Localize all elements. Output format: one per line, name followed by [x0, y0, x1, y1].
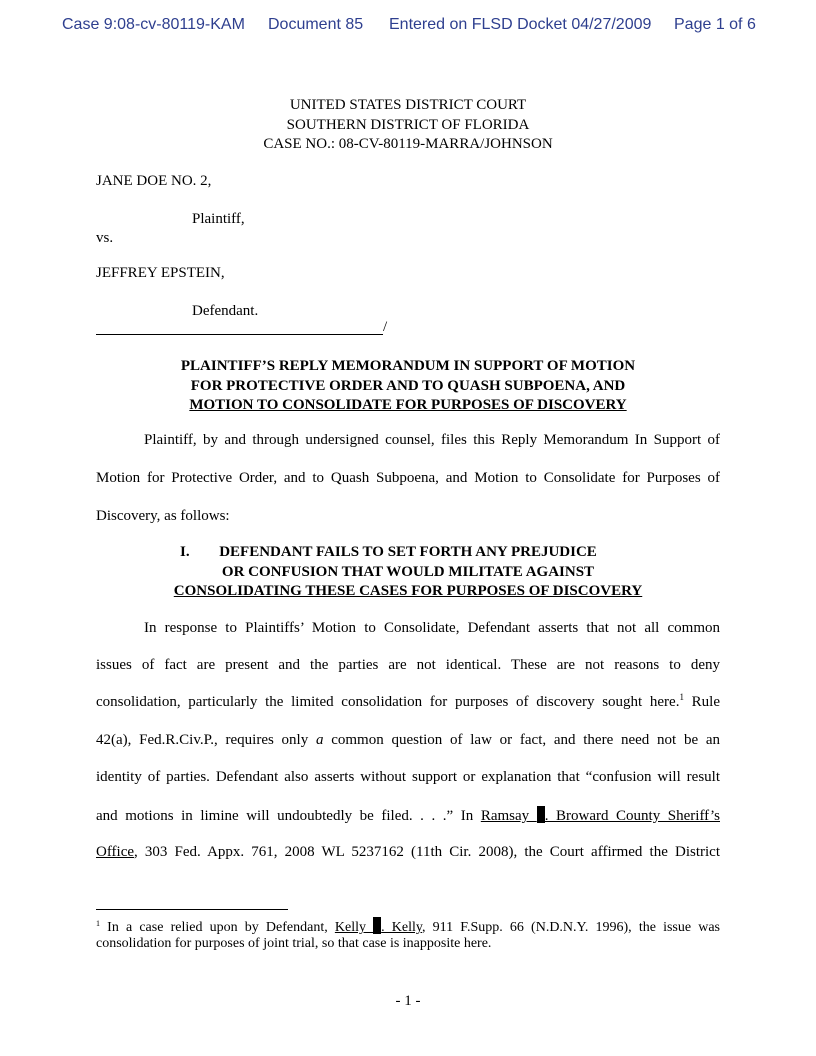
body-line-4-start: 42(a), Fed.R.Civ.P., requires only	[96, 732, 316, 748]
section-heading-line-3: CONSOLIDATING THESE CASES FOR PURPOSES OF DISCOVERY	[173, 583, 643, 599]
body-line-4	[96, 732, 720, 749]
case-name-ramsay: Ramsay	[480, 808, 537, 824]
footnote-line-1-start: In a case relied upon by Defendant,	[100, 920, 335, 935]
body-line-1: In response to Plaintiffs’ Motion to Consolidate, Defendant asserts that not all common	[144, 620, 720, 636]
body-line-6	[96, 806, 720, 825]
docket-header	[0, 16, 816, 40]
caption-slash: /	[383, 319, 388, 335]
versus: vs.	[96, 230, 114, 246]
body-line-6-start: and motions in limine will undoubtedly be filed. . . .” In	[96, 808, 481, 824]
court-district: SOUTHERN DISTRICT OF FLORIDA	[286, 116, 530, 133]
case-number: CASE NO.: 08-CV-80119-MARRA/JOHNSON	[263, 136, 553, 152]
footnote-reference[interactable]: 1	[679, 692, 684, 702]
body-line-2: issues of fact are present and the parties are not identical. These are not reasons to deny	[96, 657, 720, 673]
section-number: I.	[180, 544, 190, 560]
header-case-number: Case 9:08-cv-80119-KAM	[62, 16, 245, 33]
caption-rule	[96, 318, 383, 335]
body-line-3-text: consolidation, particularly the limited consolidation for purposes of discovery sought here.	[96, 694, 680, 710]
footnote-line-2: consolidation for purposes of joint trial, so that case is inapposite here.	[96, 936, 492, 951]
header-document-number: Document 85	[268, 16, 364, 33]
emphasis-a: a	[315, 732, 324, 748]
title-line-3: MOTION TO CONSOLIDATE FOR PURPOSES OF DISCOVERY	[189, 397, 627, 413]
case-name-broward: . Broward County Sheriff’s	[544, 808, 720, 824]
title-line-1: PLAINTIFF’S REPLY MEMORANDUM IN SUPPORT OF MOTION	[180, 358, 636, 374]
redaction-bar	[537, 806, 545, 823]
section-heading-line-1: DEFENDANT FAILS TO SET FORTH ANY PREJUDICE	[219, 544, 597, 560]
body-line-7	[96, 844, 720, 861]
intro-line-3: Discovery, as follows:	[96, 508, 230, 524]
page-number: - 1 -	[395, 993, 421, 1009]
document-title	[0, 357, 816, 416]
section-heading-line-2: OR CONFUSION THAT WOULD MILITATE AGAINST	[221, 563, 595, 580]
title-line-2: FOR PROTECTIVE ORDER AND TO QUASH SUBPOENA, AND	[190, 377, 626, 394]
case-name-kelly-2: . Kelly	[381, 920, 422, 935]
footnote-line-1	[96, 917, 720, 936]
body-line-7-rest: , 303 Fed. Appx. 761, 2008 WL 5237162 (11th Cir. 2008), the Court affirmed the District	[134, 844, 720, 860]
case-citation-ramsay	[481, 808, 720, 824]
header-entered-date: Entered on FLSD Docket 04/27/2009	[389, 16, 652, 33]
intro-line-1: Plaintiff, by and through undersigned counsel, files this Reply Memorandum In Support of	[144, 432, 720, 448]
defendant-role: Defendant.	[192, 303, 259, 319]
body-line-3-end: Rule	[683, 694, 720, 710]
footnote-mark: 1	[96, 919, 100, 928]
defendant-name: JEFFREY EPSTEIN,	[96, 265, 225, 281]
header-page-count: Page 1 of 6	[674, 16, 756, 33]
court-name: UNITED STATES DISTRICT COURT	[289, 97, 527, 113]
case-name-office: Office	[96, 844, 135, 860]
plaintiff-name: JANE DOE NO. 2,	[96, 173, 212, 189]
case-name-kelly-1: Kelly	[334, 920, 374, 935]
plaintiff-role: Plaintiff,	[192, 211, 245, 227]
redaction-bar	[373, 917, 381, 934]
footnote-rule	[96, 909, 288, 910]
section-heading	[0, 543, 816, 602]
body-line-5: identity of parties. Defendant also asserts without support or explanation that “confusion will result	[96, 769, 720, 785]
case-citation-kelly	[335, 920, 422, 935]
body-line-3	[96, 694, 720, 711]
intro-line-2: Motion for Protective Order, and to Quash Subpoena, and Motion to Consolidate for Purposes of	[96, 470, 720, 486]
court-heading	[0, 96, 816, 155]
footnote-line-1-rest: , 911 F.Supp. 66 (N.D.N.Y. 1996), the issue was	[422, 920, 720, 935]
body-line-4-end: common question of law or fact, and there need not be an	[323, 732, 720, 748]
